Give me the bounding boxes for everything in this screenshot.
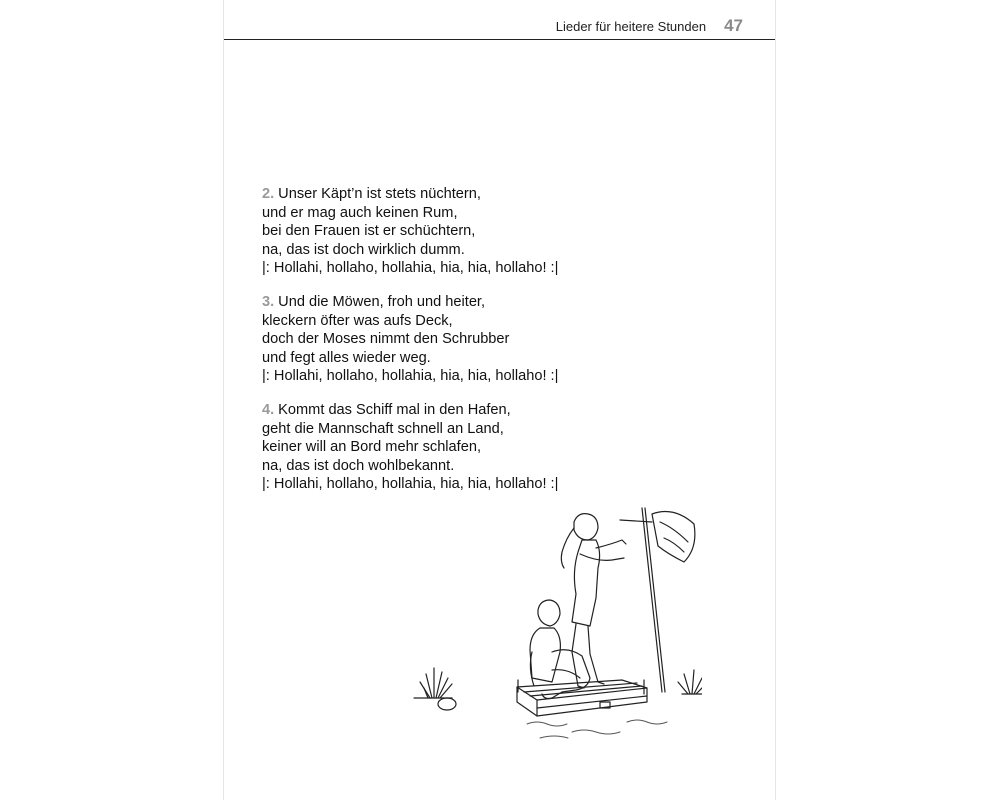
book-page xyxy=(223,0,776,800)
verse-line: na, das ist doch wohlbekannt. xyxy=(262,457,455,474)
verse-line: und er mag auch keinen Rum, xyxy=(262,204,458,221)
standing-girl xyxy=(561,514,626,688)
verse-line xyxy=(262,185,742,204)
mast-and-sail xyxy=(620,508,695,692)
verse-number: 3. xyxy=(262,293,275,310)
verse-line: und fegt alles wieder weg. xyxy=(262,349,431,366)
raft xyxy=(517,680,647,716)
verse-line: keiner will an Bord mehr schlafen, xyxy=(262,439,482,456)
right-reeds xyxy=(678,670,702,694)
left-reeds xyxy=(414,668,456,710)
verse-line: bei den Frauen ist er schüchtern, xyxy=(262,223,476,240)
verse-line-text: Kommt das Schiff mal in den Hafen, xyxy=(278,401,511,418)
verse-line: na, das ist doch wirklich dumm. xyxy=(262,241,465,258)
verse-line: geht die Mannschaft schnell an Land, xyxy=(262,420,504,437)
running-title: Lieder für heitere Stunden xyxy=(555,19,707,34)
verse-number: 4. xyxy=(262,401,275,418)
verse-line: doch der Moses nimmt den Schrubber xyxy=(262,331,510,348)
verse-line-text: Unser Käpt’n ist stets nüchtern, xyxy=(278,186,481,202)
verse-line xyxy=(262,401,742,420)
song-verses xyxy=(262,185,742,509)
page-number: 47 xyxy=(724,16,743,35)
refrain-line: |: Hollahi, hollaho, hollahia, hia, hia, hollaho! :| xyxy=(262,368,559,385)
water-ripples xyxy=(527,720,667,738)
verse-3 xyxy=(262,293,742,386)
verse-line: kleckern öfter was aufs Deck, xyxy=(262,312,453,329)
header-rule xyxy=(224,39,775,40)
verse-number: 2. xyxy=(262,186,275,202)
verse-line-text: Und die Möwen, froh und heiter, xyxy=(278,293,486,310)
refrain-line: |: Hollahi, hollaho, hollahia, hia, hia, hollaho! :| xyxy=(262,260,559,277)
refrain-line: |: Hollahi, hollaho, hollahia, hia, hia, hollaho! :| xyxy=(262,476,559,493)
verse-4 xyxy=(262,401,742,494)
children-on-raft-illustration xyxy=(412,502,702,747)
running-head xyxy=(556,16,743,36)
verse-line xyxy=(262,293,742,312)
verse-2 xyxy=(262,185,742,278)
